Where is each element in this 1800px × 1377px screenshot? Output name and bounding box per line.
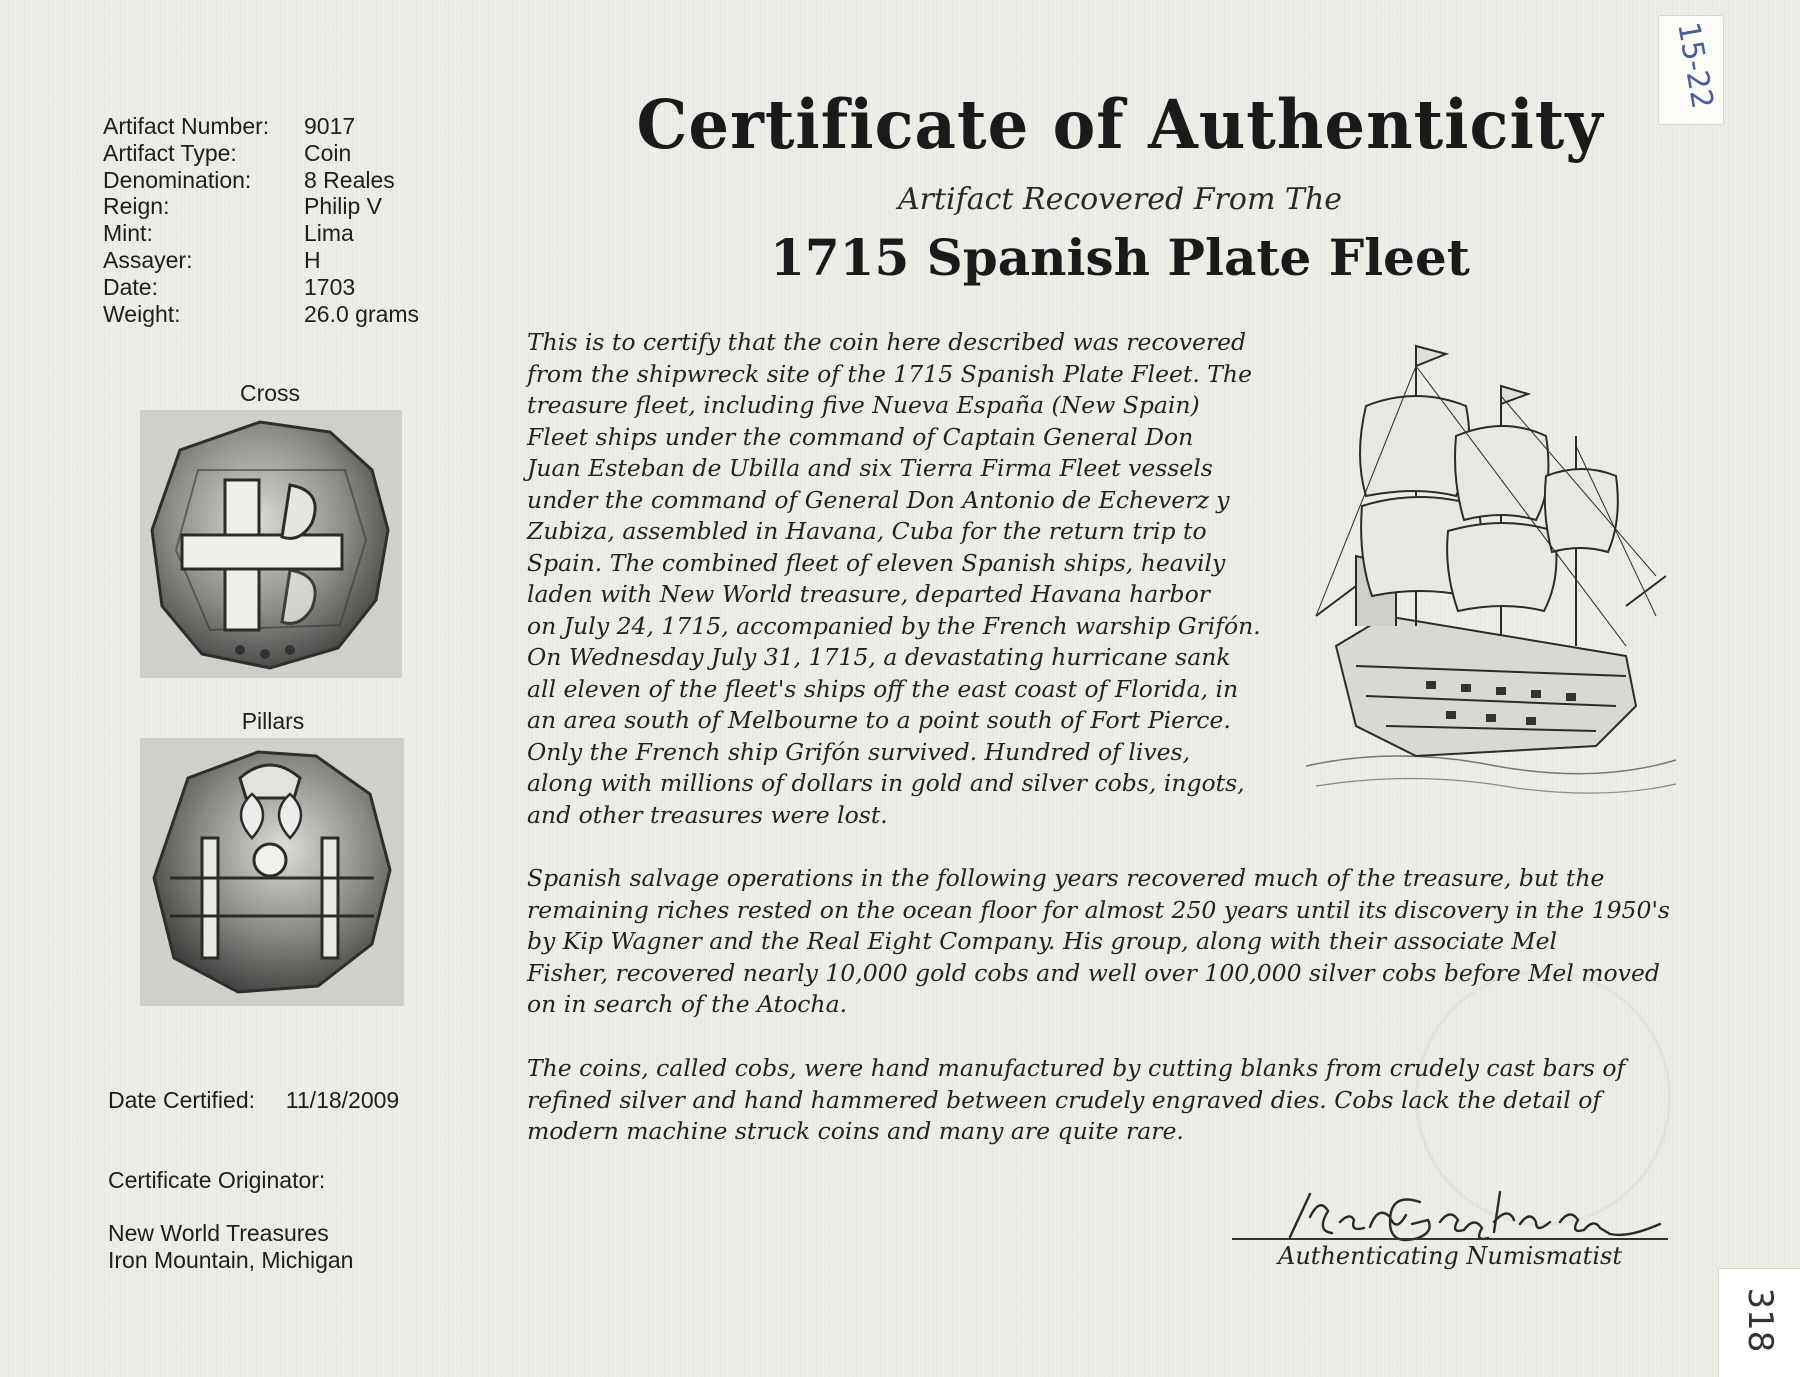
- paragraph-line: on in search of the Atocha.: [527, 990, 848, 1018]
- detail-row-denomination: [103, 167, 443, 194]
- paragraph-line: under the command of General Don Antonio de Echeverz y: [527, 485, 1230, 514]
- detail-row-mint: [103, 220, 443, 247]
- paragraph-line: laden with New World treasure, departed Havana harbor: [527, 580, 1210, 608]
- coin-cross-image: [140, 410, 402, 678]
- artifact-details: [103, 113, 443, 327]
- detail-row-date: [103, 274, 443, 301]
- coin-pillars-icon: [140, 738, 404, 1006]
- galleon-ship-icon: [1296, 326, 1686, 806]
- detail-row-weight: [103, 301, 443, 328]
- paragraph-line: all eleven of the fleet's ships off the east coast of Florida, in: [527, 674, 1239, 703]
- detail-value: 26.0 grams: [304, 300, 420, 327]
- corner-number: 318: [1740, 1287, 1780, 1353]
- paragraph-line: Fleet ships under the command of Captain General Don: [527, 422, 1194, 451]
- detail-value: Lima: [304, 220, 354, 247]
- paragraph-line: along with millions of dollars in gold and silver cobs, ingots,: [527, 769, 1245, 797]
- originator-label: Certificate Originator:: [108, 1167, 326, 1193]
- paragraph-line: This is to certify that the coin here described was recovered: [527, 328, 1247, 356]
- detail-label: Artifact Number:: [103, 113, 270, 139]
- paragraph-line: from the shipwreck site of the 1715 Spanish Plate Fleet. The: [527, 359, 1252, 388]
- date-certified: [108, 1086, 399, 1114]
- paragraph-line: on July 24, 1715, accompanied by the French warship Grifón.: [527, 611, 1261, 640]
- date-certified-value: 11/18/2009: [285, 1087, 400, 1113]
- detail-label: Mint:: [103, 220, 153, 247]
- detail-row-artifact-type: [103, 140, 443, 167]
- originator-name: New World Treasures: [108, 1220, 329, 1246]
- detail-label: Denomination:: [103, 166, 252, 193]
- originator-location: Iron Mountain, Michigan: [108, 1247, 354, 1273]
- ship-illustration: [1296, 326, 1686, 806]
- detail-label: Date:: [103, 273, 158, 300]
- paragraph-line: Only the French ship Grifón survived. Hundred of lives,: [527, 737, 1191, 766]
- detail-value: 9017: [304, 113, 356, 139]
- detail-value: H: [304, 246, 321, 273]
- paragraph-line: Spanish salvage operations in the following years recovered much of the treasure, but the: [527, 864, 1605, 892]
- certification-paragraph: [527, 327, 1261, 831]
- date-certified-label: Date Certified:: [108, 1087, 256, 1113]
- detail-label: Artifact Type:: [103, 139, 237, 166]
- paragraph-line: On Wednesday July 31, 1715, a devastating hurricane sank: [527, 643, 1231, 671]
- paragraph-line: by Kip Wagner and the Real Eight Company. His group, along with their associate Mel: [527, 927, 1558, 955]
- paragraph-line: Fisher, recovered nearly 10,000 gold cobs and well over 100,000 silver cobs before Mel moved: [527, 958, 1660, 987]
- detail-label: Reign:: [103, 193, 170, 220]
- detail-value: Philip V: [304, 193, 382, 220]
- paragraph-line: Zubiza, assembled in Havana, Cuba for the return trip to: [527, 517, 1207, 545]
- sticky-note-text: 15-22: [1670, 19, 1720, 112]
- certificate-subtitle: Artifact Recovered From The: [897, 182, 1343, 217]
- signature-title: Authenticating Numismatist: [1278, 1242, 1622, 1270]
- detail-label: Weight:: [103, 300, 181, 327]
- paragraph-line: treasure fleet, including five Nueva España (New Spain): [527, 391, 1200, 419]
- detail-value: 1703: [304, 273, 356, 300]
- detail-label: Assayer:: [103, 246, 193, 273]
- paragraph-line: remaining riches rested on the ocean floor for almost 250 years until its discovery in the 1950's: [527, 895, 1670, 924]
- pillars-label: Pillars: [241, 708, 305, 734]
- paragraph-line: Juan Esteban de Ubilla and six Tierra Firma Fleet vessels: [527, 454, 1213, 482]
- detail-value: 8 Reales: [304, 166, 395, 193]
- coin-pillars-image: [140, 738, 404, 1006]
- coin-cross-icon: [140, 410, 402, 678]
- detail-row-artifact-number: [103, 113, 443, 140]
- paragraph-line: and other treasures were lost.: [527, 800, 888, 829]
- paragraph-line: Spain. The combined fleet of eleven Spanish ships, heavily: [527, 548, 1226, 577]
- certificate-title: Certificate of Authenticity: [636, 86, 1604, 165]
- fleet-title: 1715 Spanish Plate Fleet: [770, 228, 1470, 287]
- signature-line: [1232, 1238, 1668, 1240]
- detail-row-reign: [103, 193, 443, 220]
- detail-row-assayer: [103, 247, 443, 274]
- paragraph-line: refined silver and hand hammered between crudely engraved dies. Cobs lack the detail of: [527, 1085, 1602, 1114]
- cross-label: Cross: [239, 380, 301, 406]
- paragraph-line: The coins, called cobs, were hand manufactured by cutting blanks from crudely cast bars of: [527, 1054, 1626, 1082]
- paragraph-line: modern machine struck coins and many are quite rare.: [527, 1117, 1184, 1145]
- paragraph-line: an area south of Melbourne to a point south of Fort Pierce.: [527, 706, 1231, 734]
- detail-value: Coin: [304, 139, 352, 166]
